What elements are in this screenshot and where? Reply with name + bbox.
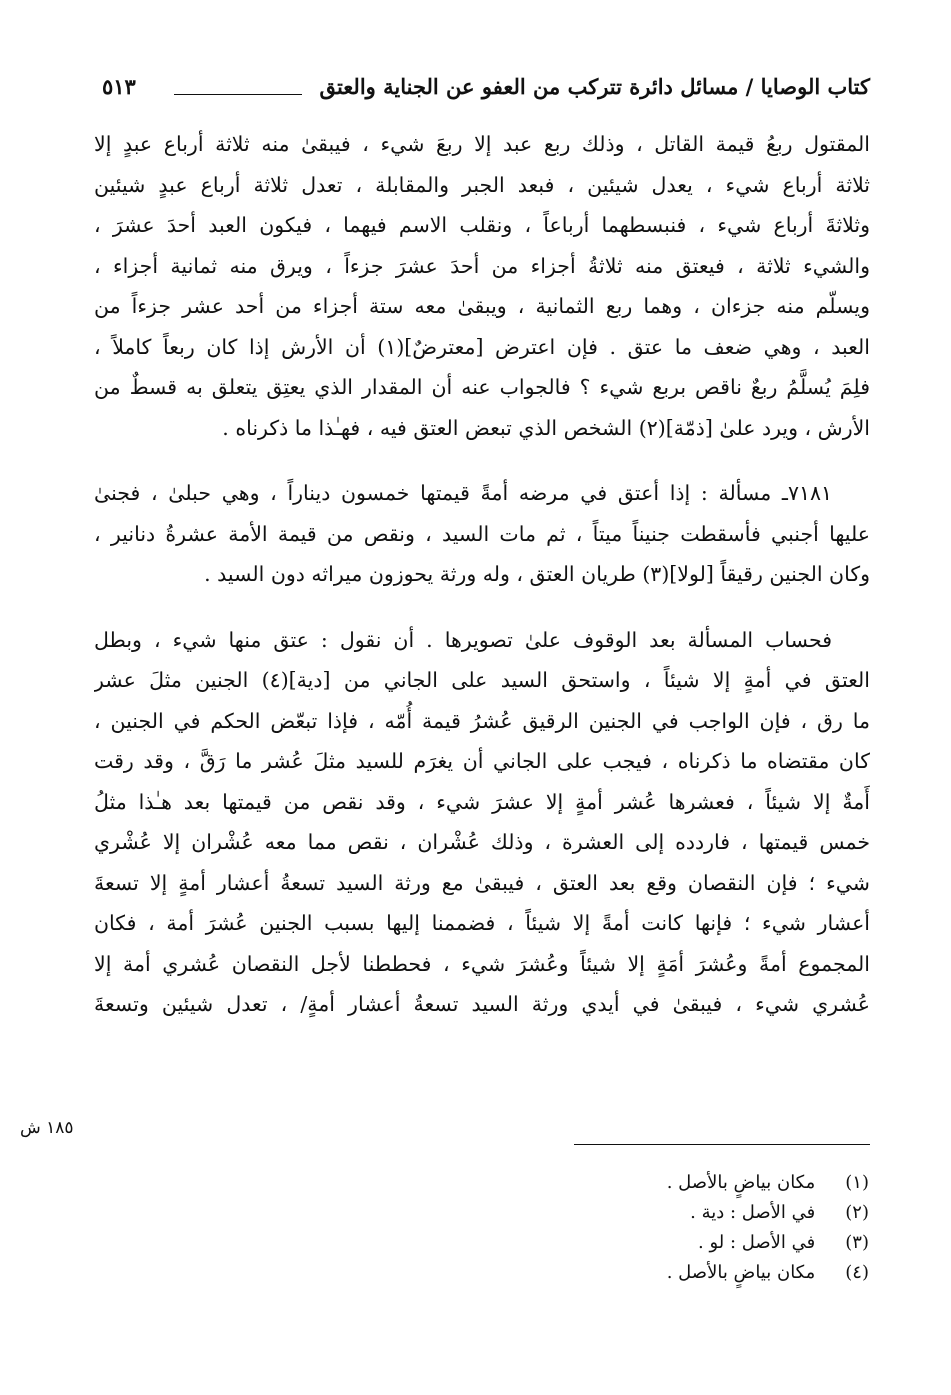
text-line: أعشار شيء ؛ فإنها كانت أمةً إلا شيئاً ، فضممنا إليها بسبب الجنين عُشرَ أمة ، فكان [94,911,870,935]
text-line: أَمةٌ إلا شيئاً ، فعشرها عُشر أمةٍ إلا عشرَ شيء ، وقد نقص من قيمتها بعد هـٰذا مثلُ [94,789,870,814]
text-line: العبد ، وهي ضعف ما عتق . فإن اعترض [معترضٌ](١) أن الأرش إذا كان ربعاً كاملاً ، [94,334,870,359]
footnote-item [469,1228,869,1258]
running-header [102,72,870,112]
footnote-text: في الأصل : لو . [698,1232,816,1253]
text-line: وكان الجنين رقيقاً [لولا](٣) طريان العتق ، وله ورثة يحوزون ميراثه دون السيد . [204,562,870,586]
text-line: شيء ؛ فإن النقصان وقع بعد العتق ، فيبقىٰ مع ورثة السيد تسعةُ أعشار أمةٍ إلا تسعةَ [94,870,870,895]
header-rule [174,94,302,95]
text-line: ويسلّم منه جزءان ، وهما ربع الثمانية ، ويبقىٰ معه ستة أجزاء من أحد عشر جزءاً من [94,294,870,318]
footnote-text: مكان بياضٍ بالأصل . [666,1262,816,1283]
footnote-text: في الأصل : دية . [690,1202,816,1223]
text-line: والشيء ثلاثة ، فيعتق منه ثلاثةُ أجزاء من أحدَ عشرَ جزءاً ، ويرق منه ثمانية أجزاء ، [94,253,870,278]
footnote-number: (٣) [845,1232,869,1253]
text-line: عُشري شيء ، فيبقىٰ في أيدي ورثة السيد تسعةُ أعشار أمةٍ/ ، تعدل شيئين وتسعةَ [94,992,870,1016]
text-line: ما رق ، فإن الواجب في الجنين الرقيق عُشرُ قيمة أُمّه ، فإذا تبعّض الحكم في الجنين ، [94,708,870,733]
text-line: المجموع أمةً وعُشرَ أمَةٍ إلا شيئاً وعُشرَ شيء ، فحططنا لأجل النقصان عُشري أمة إلا [94,951,870,976]
footnote-item [469,1168,869,1198]
footnote-item [469,1258,869,1288]
paragraph-gap [94,448,870,473]
footnote-number: (٤) [845,1262,869,1283]
text-line: وثلاثةَ أرباع شيء ، فنبسطهما أرباعاً ، ونقلب الاسم فيهما ، فيكون العبد أحدَ عشرَ ، [94,213,870,237]
text-line: المقتول ربعُ قيمة القاتل ، وذلك ربع عبد إلا ربعَ شيء ، فيبقىٰ منه ثلاثة أرباع عبدٍ إلا [94,132,870,156]
footnote-separator [574,1144,870,1145]
footnotes [469,1168,869,1288]
text-line: العتق في أمةٍ إلا شيئاً ، واستحق السيد على الجاني من [دية](٤) الجنين مثلَ عشر [94,668,870,692]
paragraph-2 [94,473,870,595]
text-line: كان مقتضاه ما ذكرناه ، فيجب على الجاني أن يغرَم للسيد مثلَ عُشر ما رَقَّ ، وقد رقت [94,749,870,773]
text-line: عليها أجنبي فأسقطت جنيناً ميتاً ، ثم مات السيد ، ونقص من قيمة الأمة عشرةُ دنانير ، [94,521,870,546]
page-number: ٥١٣ [102,74,136,99]
paragraph-3 [94,620,870,1025]
paragraph-1 [94,124,870,448]
text-line: ثلاثة أرباع شيء ، يعدل شيئين ، فبعد الجبر والمقابلة ، تعدل ثلاثة أرباع عبدٍ شيئين [94,172,870,197]
text-line: ٧١٨١ـ مسألة : إذا أعتق في مرضه أمةً قيمتها خمسون ديناراً ، وهي حبلىٰ ، فجنىٰ [94,481,832,505]
margin-note: ١٨٥ ش [20,1118,74,1138]
footnote-text: مكان بياضٍ بالأصل . [666,1172,816,1193]
footnote-item [469,1198,869,1228]
text-line: فحساب المسألة بعد الوقوف علىٰ تصويرها . أن نقول : عتق منها شيء ، وبطل [94,627,832,652]
text-line: الأرش ، ويرد علىٰ [ذمّة](٢) الشخص الذي تبعض العتق فيه ، فهـٰذا ما ذكرناه . [222,415,870,440]
body-text [94,124,870,1025]
text-line: خمس قيمتها ، فاردده إلى العشرة ، وذلك عُشْران ، نقص مما معه عُشْران إلا عُشْري [94,830,870,854]
text-line: فلِمَ يُسلَّمُ ربعٌ ناقص بربع شيء ؟ فالجواب عنه أن المقدار الذي يعتِق يتعلق به قسطٌ من [94,375,870,399]
footnote-number: (٢) [845,1202,869,1223]
footnote-number: (١) [845,1172,869,1193]
paragraph-gap [94,595,870,620]
header-title: كتاب الوصايا / مسائل دائرة تتركب من العفو عن الجناية والعتق [319,74,870,99]
